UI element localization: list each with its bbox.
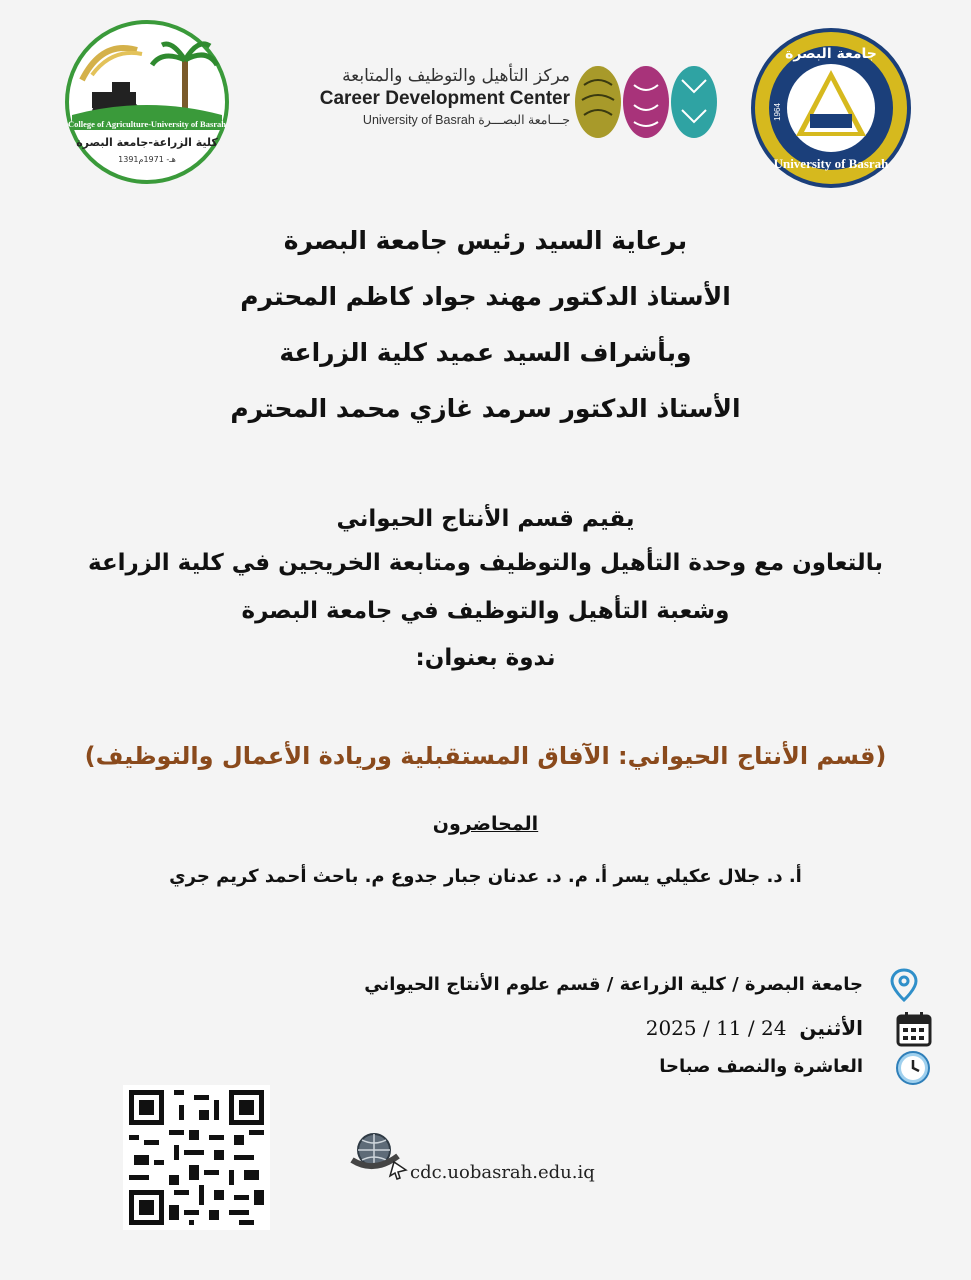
organizer-line-2: بالتعاون مع وحدة التأهيل والتوظيف ومتابعة الخريجين في كلية الزراعة	[88, 550, 883, 576]
cdc-name-en: Career Development Center	[319, 88, 570, 109]
agri-logo-year: 1391هـ- 1971م	[118, 155, 176, 164]
date-line	[646, 1016, 863, 1040]
clock-icon	[895, 1050, 931, 1086]
agriculture-college-logo	[62, 20, 232, 185]
cdc-emblem-icon	[572, 60, 722, 145]
university-of-basrah-logo	[748, 28, 914, 188]
agri-logo-name-ar: كلية الزراعة-جامعة البصرة	[76, 136, 218, 149]
organizer-line-1: يقيم قسم الأنتاج الحيواني	[336, 506, 635, 532]
career-development-center-logo	[300, 52, 720, 152]
lecturers-heading: المحاضرون	[432, 813, 539, 835]
patronage-line-2: الأستاذ الدكتور مهند جواد كاظم المحترم	[240, 282, 731, 311]
calendar-icon	[895, 1010, 933, 1048]
patronage-line-1: برعاية السيد رئيس جامعة البصرة	[283, 226, 688, 255]
date-day: الأثنين	[799, 1016, 863, 1040]
uob-logo-name-en: University of Basrah	[773, 156, 889, 171]
patronage-line-3: وبأشراف السيد عميد كلية الزراعة	[279, 338, 692, 367]
lecturers-names: أ. د. جلال عكيلي يسر أ. م. د. عدنان جبار جدوع م. باحث أحمد كريم جري	[169, 866, 802, 887]
organizer-line-3: وشعبة التأهيل والتوظيف في جامعة البصرة	[241, 598, 730, 624]
agri-logo-name-en: College of Agriculture-University of Basrah	[67, 119, 227, 129]
cdc-name-ar: مركز التأهيل والتوظيف والمتابعة	[342, 66, 570, 86]
uob-logo-name-ar: جامعة البصرة	[785, 46, 877, 62]
time-text: العاشرة والنصف صباحا	[659, 1056, 863, 1077]
location-text: جامعة البصرة / كلية الزراعة / قسم علوم الأنتاج الحيواني	[364, 974, 863, 995]
patronage-line-4: الأستاذ الدكتور سرمد غازي محمد المحترم	[230, 394, 741, 423]
location-pin-icon	[889, 968, 919, 1004]
uob-logo-year: 1964	[773, 103, 782, 121]
website-link[interactable]: cdc.uobasrah.edu.iq	[410, 1162, 595, 1183]
globe-icon	[348, 1130, 408, 1180]
qr-code[interactable]	[123, 1085, 270, 1230]
seminar-title: (قسم الأنتاج الحيواني: الآفاق المستقبلية وريادة الأعمال والتوظيف)	[84, 742, 887, 770]
date-value: 2025 / 11 / 24	[645, 1016, 787, 1040]
organizer-line-4: ندوة بعنوان:	[415, 645, 556, 671]
cdc-subtitle: University of Basrah جـــامعة البصـــرة	[362, 113, 570, 127]
